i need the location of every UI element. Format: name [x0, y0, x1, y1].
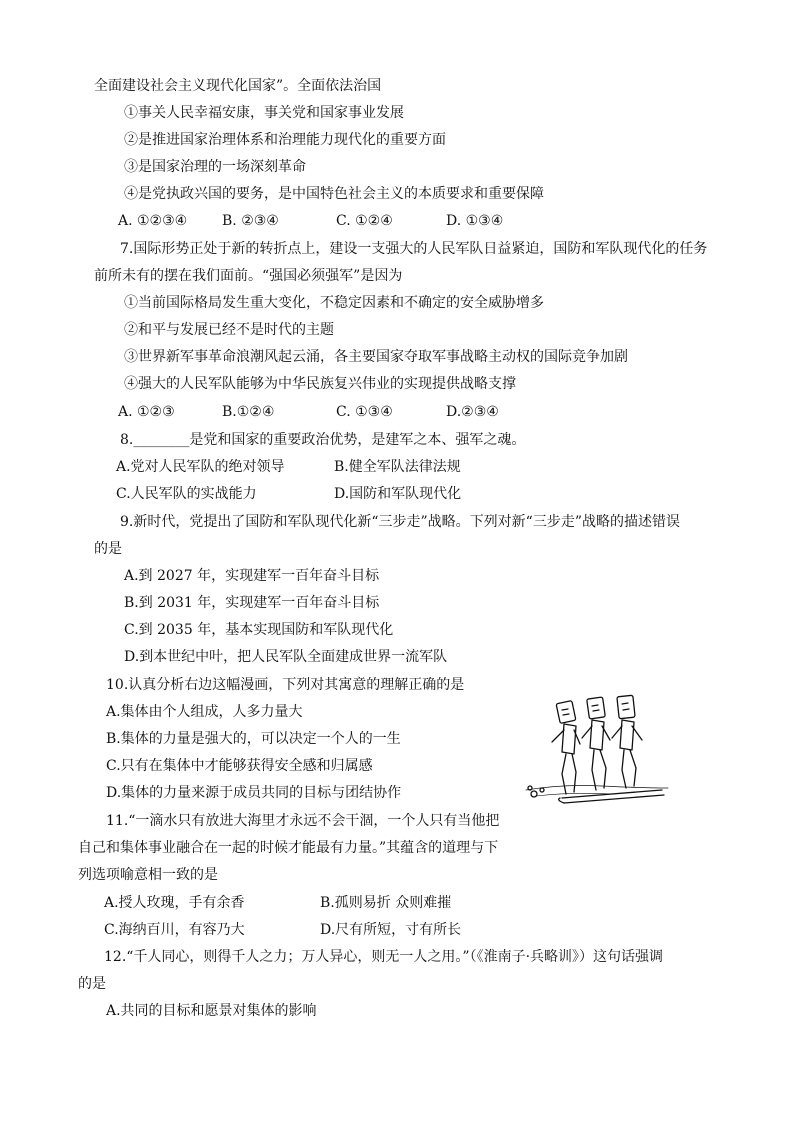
text-line: ④是党执政兴国的要务，是中国特色社会主义的本质要求和重要保障 — [124, 186, 544, 202]
text-line: D.集体的力量来源于成员共同的目标与团结协作 — [106, 785, 402, 801]
option: D.尺有所短，寸有所长 — [320, 922, 462, 938]
option: C. ①③④ — [336, 404, 393, 420]
option: D.②③④ — [446, 404, 499, 420]
text-line: A.共同的目标和愿景对集体的影响 — [106, 1003, 317, 1019]
text-line: D.到本世纪中叶，把人民军队全面建成世界一流军队 — [124, 649, 448, 665]
text-line: 全面建设社会主义现代化国家”。全面依法治国 — [94, 78, 382, 94]
text-line: ③是国家治理的一场深刻革命 — [124, 159, 306, 175]
text-line: ④强大的人民军队能够为中华民族复兴伟业的实现提供战略支撑 — [124, 376, 516, 392]
text-line: 的是 — [78, 976, 106, 992]
text-line: 7.国际形势正处于新的转折点上，建设一支强大的人民军队日益紧迫，国防和军队现代化的任务 — [120, 241, 708, 257]
option: C.人民军队的实战能力 — [116, 486, 257, 502]
text-line: C.只有在集体中才能够获得安全感和归属感 — [106, 758, 373, 774]
text-line: A.到 2027 年，实现建军一百年奋斗目标 — [124, 568, 380, 584]
text-line: 的是 — [94, 541, 122, 557]
text-line: 自己和集体事业融合在一起的时候才能最有力量。”其蕴含的道理与下 — [78, 840, 499, 856]
text-line: ②和平与发展已经不是时代的主题 — [124, 322, 334, 338]
text-line: 9.新时代，党提出了国防和军队现代化新“三步走”战略。下列对新“三步走”战略的描述错误 — [120, 514, 680, 530]
text-line: ②是推进国家治理体系和治理能力现代化的重要方面 — [124, 132, 446, 148]
text-line: C.到 2035 年，基本实现国防和军队现代化 — [124, 622, 394, 638]
text-line: 列选项喻意相一致的是 — [78, 867, 218, 883]
option: A. ①②③④ — [118, 213, 188, 229]
option: D.国防和军队现代化 — [334, 486, 462, 502]
option: B.①②④ — [222, 404, 275, 420]
text-line: 10.认真分析右边这幅漫画，下列对其寓意的理解正确的是 — [106, 677, 465, 693]
option: B. ②③④ — [222, 213, 279, 229]
option: A.授人玫瑰，手有余香 — [104, 895, 245, 911]
text-line: ①事关人民幸福安康，事关党和国家事业发展 — [124, 105, 404, 121]
text-line: 8.________是党和国家的重要政治优势，是建军之本、强军之魂。 — [120, 432, 526, 448]
text-line: 12.“千人同心，则得千人之力；万人异心，则无一人之用。”（《淮南子·兵略训》）这句话强调 — [104, 949, 664, 965]
text-line: 前所未有的摆在我们面前。“强国必须强军”是因为 — [94, 268, 403, 284]
text-line: A.集体由个人组成，人多力量大 — [106, 704, 303, 720]
text-line: 11.“一滴水只有放进大海里才永远不会干涸，一个人只有当他把 — [106, 813, 500, 829]
text-line: B.集体的力量是强大的，可以决定一个人的一生 — [106, 731, 401, 747]
option: C. ①②④ — [336, 213, 393, 229]
option: C.海纳百川，有容乃大 — [104, 922, 245, 938]
option: D. ①③④ — [446, 213, 504, 229]
text-line: ③世界新军事革命浪潮风起云涌，各主要国家夺取军事战略主动权的国际竞争加剧 — [124, 349, 628, 365]
text-line: B.到 2031 年，实现建军一百年奋斗目标 — [124, 595, 380, 611]
text-line: ①当前国际格局发生重大变化，不稳定因素和不确定的安全威胁增多 — [124, 295, 544, 311]
option: B.健全军队法律法规 — [334, 459, 461, 475]
option: A.党对人民军队的绝对领导 — [116, 459, 285, 475]
option: B.孤则易折 众则难摧 — [320, 895, 452, 911]
option: A. ①②③ — [118, 404, 175, 420]
cartoon-illustration — [522, 690, 672, 810]
